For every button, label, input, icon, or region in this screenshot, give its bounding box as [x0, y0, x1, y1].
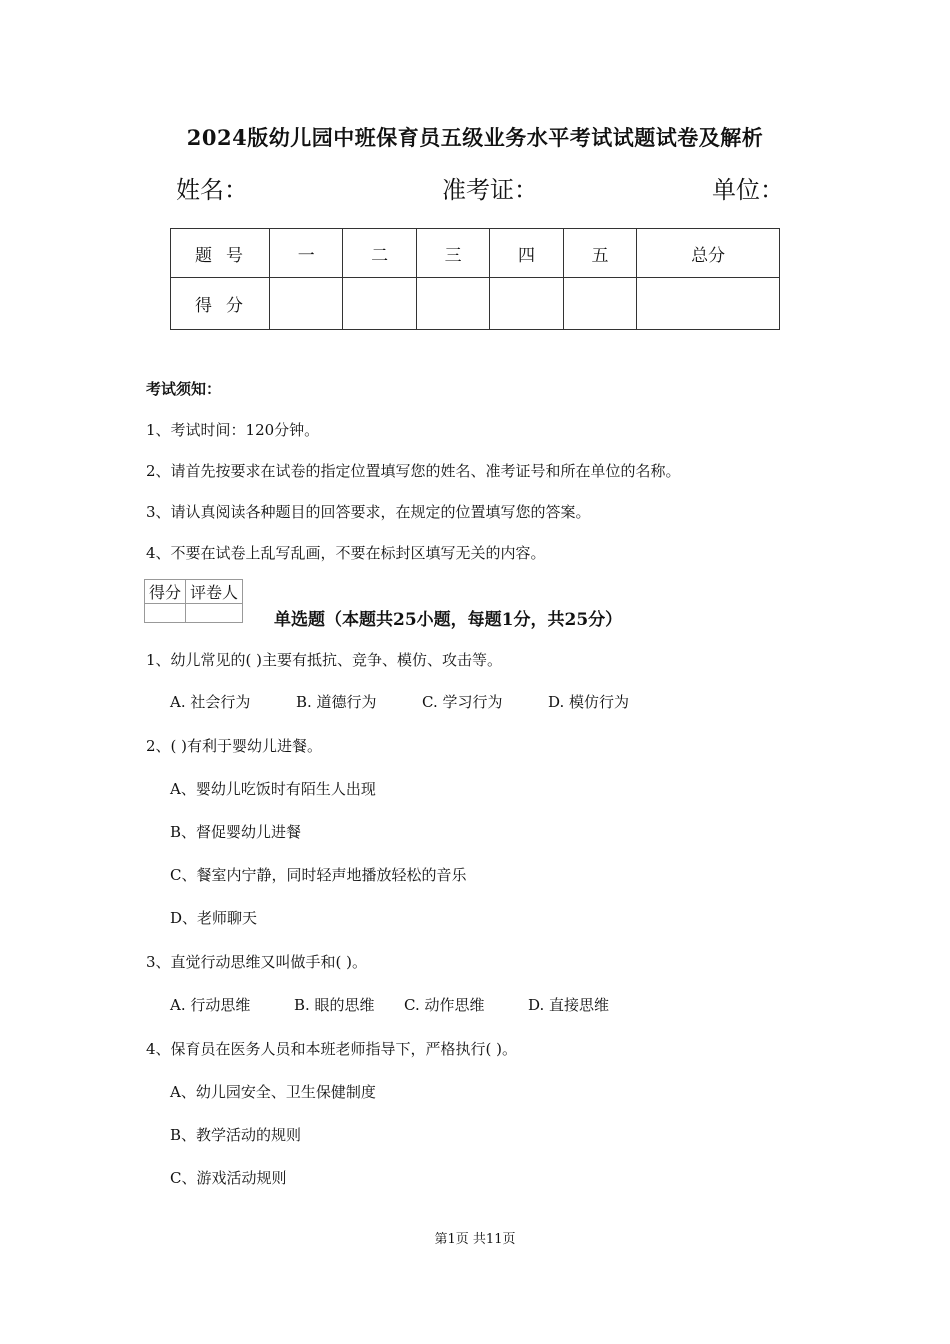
notice-item: 3、请认真阅读各种题目的回答要求，在规定的位置填写您的答案。 [146, 503, 591, 521]
grader-name-label: 评卷人 [186, 580, 243, 604]
question-3-options [170, 994, 609, 1015]
score-cell[interactable] [343, 278, 416, 330]
question-3-text: 3、直觉行动思维又叫做手和( )。 [146, 953, 368, 971]
option[interactable]: B. 道德行为 [296, 693, 377, 711]
score-table [170, 228, 780, 330]
option[interactable]: A. 社会行为 [170, 693, 251, 711]
question-1-options [170, 691, 629, 712]
column-header: 总分 [637, 229, 780, 278]
option[interactable]: D. 模仿行为 [548, 693, 630, 711]
option[interactable]: B、督促婴幼儿进餐 [170, 823, 302, 841]
column-header: 二 [343, 229, 416, 278]
score-label: 得分 [171, 278, 270, 330]
section-title: 单选题（本题共25小题，每题1分，共25分） [274, 610, 623, 630]
score-cell[interactable] [637, 278, 780, 330]
option[interactable]: C. 学习行为 [422, 693, 503, 711]
option[interactable]: C、餐室内宁静，同时轻声地播放轻松的音乐 [170, 866, 467, 884]
unit-label: 单位： [712, 176, 784, 204]
option[interactable]: A. 行动思维 [170, 996, 251, 1014]
option[interactable]: C. 动作思维 [404, 996, 485, 1014]
score-table-header-row [171, 229, 780, 278]
grader-name-cell[interactable] [186, 604, 243, 623]
option[interactable]: D、老师聊天 [170, 909, 258, 927]
exam-id-label: 准考证： [442, 176, 538, 204]
score-cell[interactable] [563, 278, 636, 330]
option[interactable]: A、婴幼儿吃饭时有陌生人出现 [170, 780, 376, 798]
column-header: 五 [563, 229, 636, 278]
option[interactable]: B. 眼的思维 [294, 996, 375, 1014]
option[interactable]: B、教学活动的规则 [170, 1126, 302, 1144]
question-2-text: 2、( )有利于婴幼儿进餐。 [146, 737, 323, 755]
column-header: 四 [490, 229, 563, 278]
score-cell[interactable] [490, 278, 563, 330]
grader-score-label: 得分 [145, 580, 186, 604]
notice-item: 1、考试时间：120分钟。 [146, 421, 320, 439]
page-footer: 第1页 共11页 [434, 1232, 516, 1247]
question-1-text: 1、幼儿常见的( )主要有抵抗、竞争、模仿、攻击等。 [146, 651, 503, 669]
score-cell[interactable] [270, 278, 343, 330]
column-header: 一 [270, 229, 343, 278]
notice-title: 考试须知： [146, 380, 222, 398]
column-header: 三 [416, 229, 489, 278]
grader-score-cell[interactable] [145, 604, 186, 623]
option[interactable]: C、游戏活动规则 [170, 1169, 287, 1187]
page-title: 2024版幼儿园中班保育员五级业务水平考试试题试卷及解析 [186, 125, 764, 150]
name-label: 姓名： [176, 176, 248, 204]
score-table-score-row [171, 278, 780, 330]
score-cell[interactable] [416, 278, 489, 330]
option[interactable]: A、幼儿园安全、卫生保健制度 [170, 1083, 376, 1101]
question-number-label: 题号 [171, 229, 270, 278]
question-4-text: 4、保育员在医务人员和本班老师指导下，严格执行( )。 [146, 1040, 518, 1058]
notice-item: 4、不要在试卷上乱写乱画，不要在标封区填写无关的内容。 [146, 544, 546, 562]
option[interactable]: D. 直接思维 [528, 996, 610, 1014]
grader-box [144, 579, 243, 623]
notice-item: 2、请首先按要求在试卷的指定位置填写您的姓名、准考证号和所在单位的名称。 [146, 462, 681, 480]
